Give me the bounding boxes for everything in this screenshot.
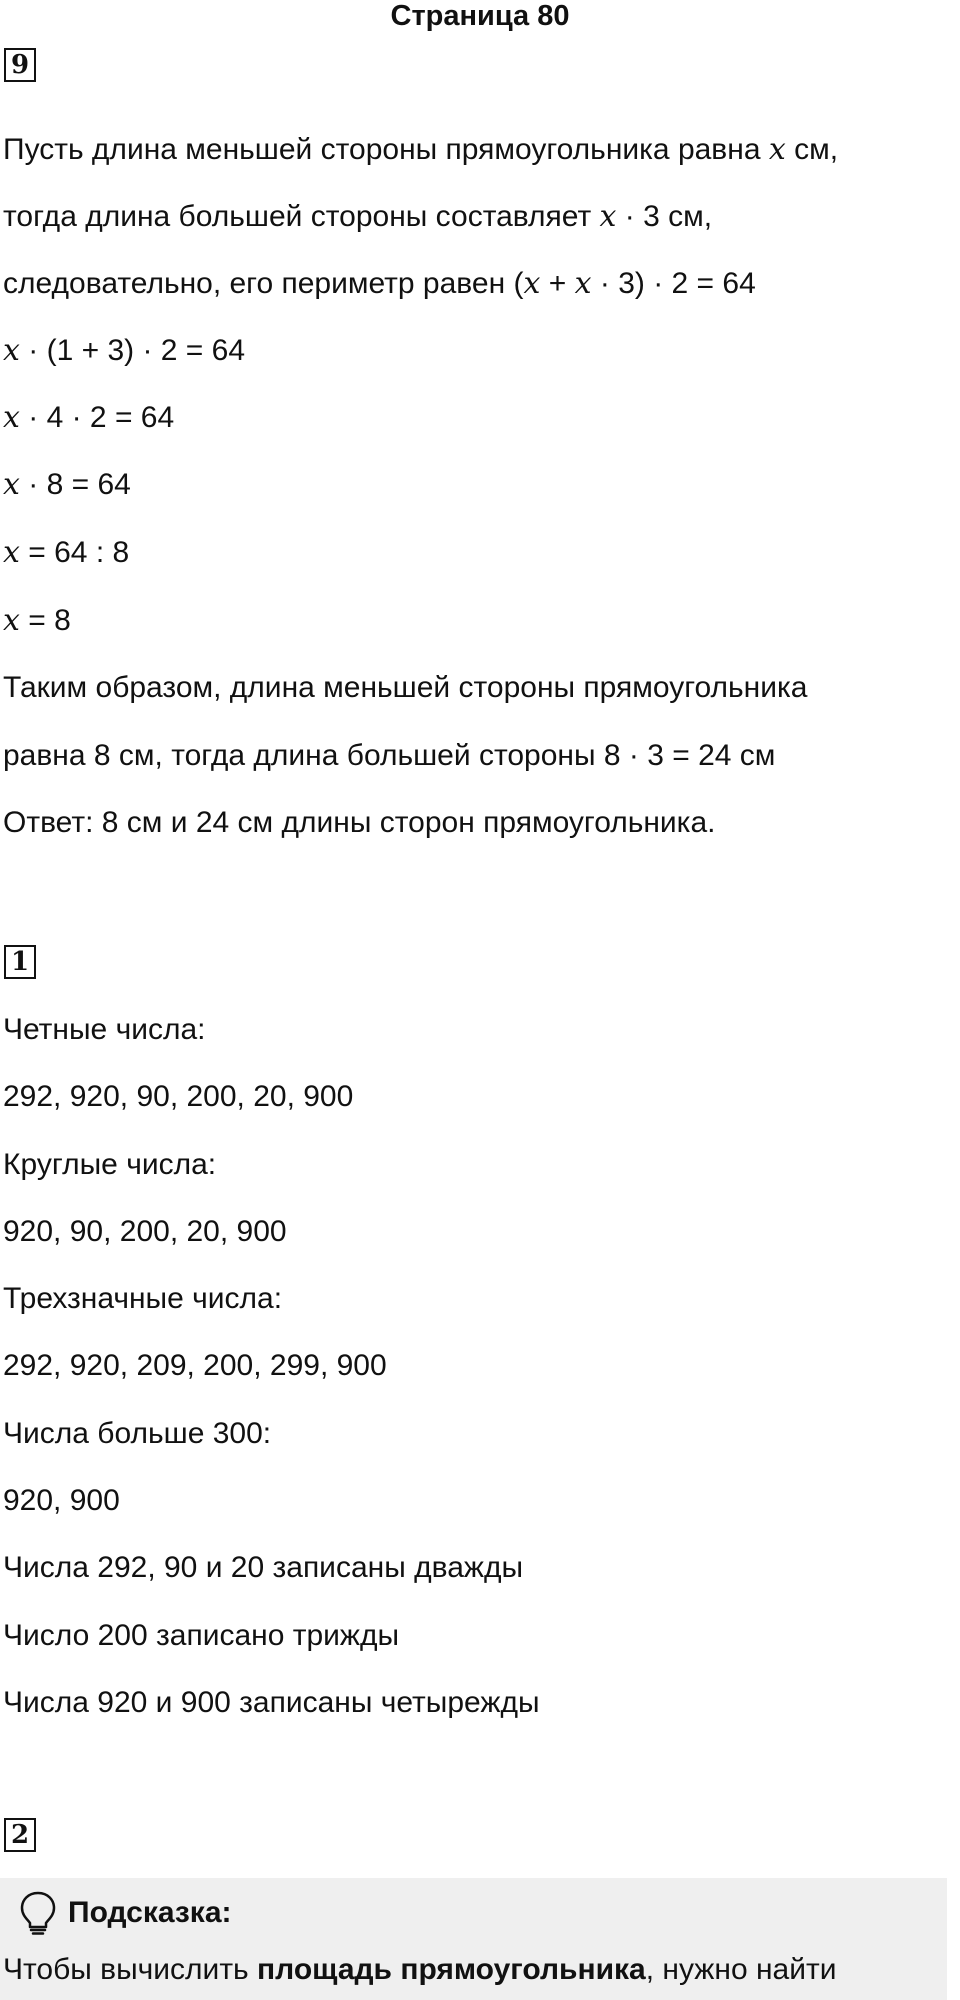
task9-line-8 bbox=[3, 601, 71, 641]
hint-header bbox=[18, 1890, 232, 1936]
variable-x: x bbox=[3, 535, 20, 570]
task1-line-11: Числа 920 и 900 записаны четырежды bbox=[3, 1686, 540, 1719]
text-segment: Чтобы вычислить bbox=[3, 1953, 258, 1986]
text-segment: + bbox=[540, 267, 575, 300]
task9-line-6 bbox=[3, 465, 131, 505]
variable-x: x bbox=[3, 333, 20, 368]
text-segment: · (1 + 3) · 2 = 64 bbox=[19, 334, 246, 367]
task1-line-2: 292, 920, 90, 200, 20, 900 bbox=[3, 1080, 354, 1113]
text-segment: · 8 = 64 bbox=[19, 468, 131, 501]
hint-title: Подсказка: bbox=[68, 1896, 232, 1929]
task1-line-5: Трехзначные числа: bbox=[3, 1282, 283, 1315]
variable-x: x bbox=[3, 603, 20, 638]
task1-line-1: Четные числа: bbox=[3, 1013, 206, 1046]
task9-line-1 bbox=[3, 130, 838, 170]
variable-x: x bbox=[574, 266, 592, 301]
task1-line-3: Круглые числа: bbox=[3, 1148, 217, 1181]
text-segment: = 8 bbox=[19, 604, 71, 637]
variable-x: x bbox=[599, 199, 617, 234]
task1-line-10: Число 200 записано трижды bbox=[3, 1619, 400, 1652]
task-number-9: 9 bbox=[4, 48, 36, 82]
task9-answer: Ответ: 8 см и 24 см длины сторон прямоугольника. bbox=[3, 806, 716, 839]
task1-line-8: 920, 900 bbox=[3, 1484, 120, 1517]
text-segment: · 4 · 2 = 64 bbox=[19, 401, 175, 434]
page-title: Страница 80 bbox=[390, 0, 570, 32]
lightbulb-icon bbox=[18, 1890, 58, 1936]
text-segment: тогда длина большей стороны составляет bbox=[3, 200, 600, 233]
hint-box bbox=[0, 1878, 947, 2000]
task9-line-9: Таким образом, длина меньшей стороны прямоугольника bbox=[3, 671, 808, 704]
variable-x: x bbox=[768, 132, 786, 167]
task9-line-3 bbox=[3, 264, 756, 304]
task1-line-4: 920, 90, 200, 20, 900 bbox=[3, 1215, 287, 1248]
task1-line-9: Числа 292, 90 и 20 записаны дважды bbox=[3, 1551, 524, 1584]
bold-term: площадь прямоугольника bbox=[257, 1953, 646, 1986]
hint-text bbox=[3, 1950, 836, 1990]
text-segment: · 3) · 2 = 64 bbox=[591, 267, 756, 300]
task9-line-7 bbox=[3, 533, 129, 573]
task9-line-2 bbox=[3, 197, 712, 237]
text-segment: · 3 см, bbox=[616, 200, 713, 233]
text-segment: = 64 : 8 bbox=[19, 536, 130, 569]
text-segment: Пусть длина меньшей стороны прямоугольника равна bbox=[3, 133, 769, 166]
task9-line-4 bbox=[3, 331, 245, 371]
variable-x: x bbox=[3, 400, 20, 435]
task9-line-5 bbox=[3, 398, 174, 438]
task1-line-7: Числа больше 300: bbox=[3, 1417, 272, 1450]
variable-x: x bbox=[523, 266, 541, 301]
text-segment: см, bbox=[785, 133, 839, 166]
task-number-2: 2 bbox=[4, 1818, 36, 1852]
text-segment: , нужно найти bbox=[645, 1953, 837, 1986]
task9-line-10: равна 8 см, тогда длина большей стороны 8 · 3 = 24 см bbox=[3, 739, 776, 772]
variable-x: x bbox=[3, 467, 20, 502]
task1-line-6: 292, 920, 209, 200, 299, 900 bbox=[3, 1349, 387, 1382]
task-number-1: 1 bbox=[4, 945, 36, 979]
text-segment: следовательно, его периметр равен ( bbox=[3, 267, 524, 300]
